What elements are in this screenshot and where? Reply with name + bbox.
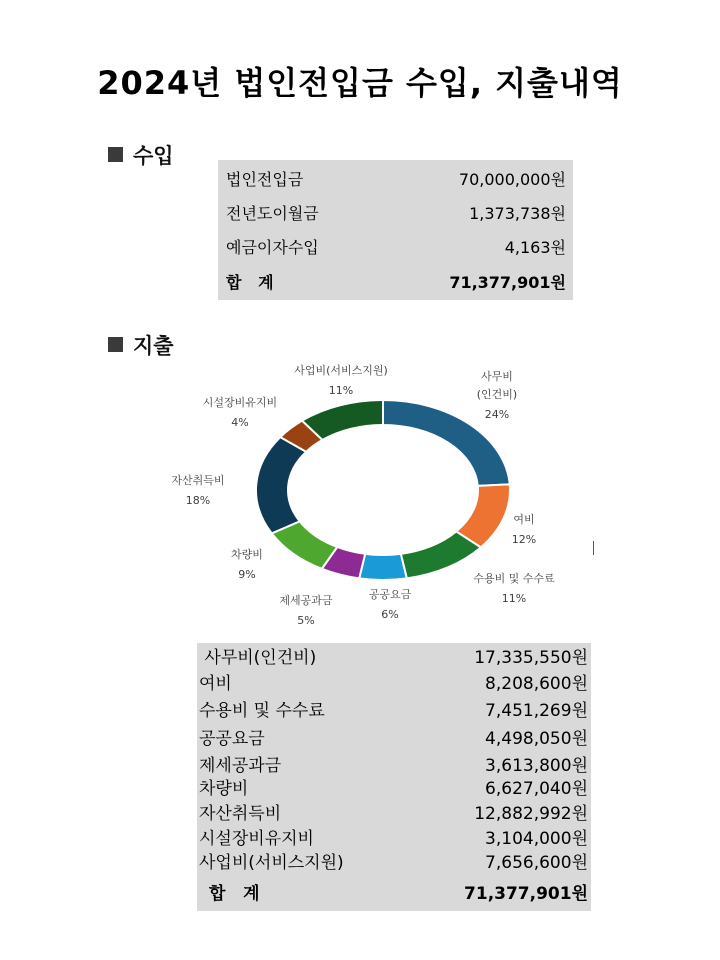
income-heading: 수입 [108, 140, 174, 170]
income-row: 법인전입금 70,000,000원 [226, 170, 566, 189]
page-title: 2024년 법인전입금 수입, 지출내역 [97, 64, 623, 102]
slice-label: 제세공과금 [279, 594, 333, 607]
income-table [218, 160, 573, 300]
slice-label: 사업비(서비스지원) [294, 364, 388, 377]
expense-row: 사업비(서비스지원) 7,656,600원 [199, 853, 588, 873]
slice-percent-label: 18% [185, 494, 211, 507]
income-row: 예금이자수입 4,163원 [226, 238, 566, 257]
expense-row: 사무비(인건비) 17,335,550원 [199, 648, 588, 668]
slice-percent-label: 11% [501, 592, 527, 605]
slice-percent-label: 24% [484, 408, 510, 421]
expense-row: 공공요금 4,498,050원 [199, 729, 588, 749]
expense-row: 여비 8,208,600원 [199, 674, 588, 694]
slice-label: 자산취득비 [171, 474, 225, 487]
slice-label: 사무비 [481, 370, 513, 383]
income-row: 전년도이월금 1,373,738원 [226, 204, 566, 223]
slice-percent-label: 12% [511, 533, 537, 546]
square-bullet-icon [108, 337, 123, 352]
slice-percent-label: 5% [297, 614, 315, 627]
donut-slice [401, 531, 481, 578]
slice-label: 수용비 및 수수료 [473, 572, 555, 585]
expense-total-row: 합 계 71,377,901원 [209, 884, 588, 904]
slice-label: 여비 [513, 513, 535, 526]
slice-label: 시설장비유지비 [202, 396, 278, 409]
donut-slice [256, 437, 306, 533]
expense-row: 수용비 및 수수료 7,451,269원 [199, 701, 588, 721]
slice-percent-label: 11% [328, 384, 354, 397]
expense-table [197, 643, 591, 911]
divider-mark [593, 541, 594, 555]
expense-row: 자산취득비 12,882,992원 [199, 804, 588, 824]
expense-row: 시설장비유지비 3,104,000원 [199, 829, 588, 849]
slice-percent-label: 4% [231, 416, 249, 429]
expense-row: 차량비 6,627,040원 [199, 779, 588, 799]
income-total-row: 합 계 71,377,901원 [226, 273, 566, 292]
expense-donut-chart [160, 360, 600, 635]
expense-heading: 지출 [108, 330, 174, 360]
slice-label: (인건비) [476, 388, 518, 401]
expense-row: 제세공과금 3,613,800원 [199, 756, 588, 776]
donut-slice [359, 554, 407, 580]
slice-percent-label: 6% [381, 608, 399, 621]
slice-label: 공공요금 [368, 588, 412, 601]
square-bullet-icon [108, 147, 123, 162]
slice-percent-label: 9% [238, 568, 256, 581]
slice-label: 차량비 [231, 548, 263, 561]
